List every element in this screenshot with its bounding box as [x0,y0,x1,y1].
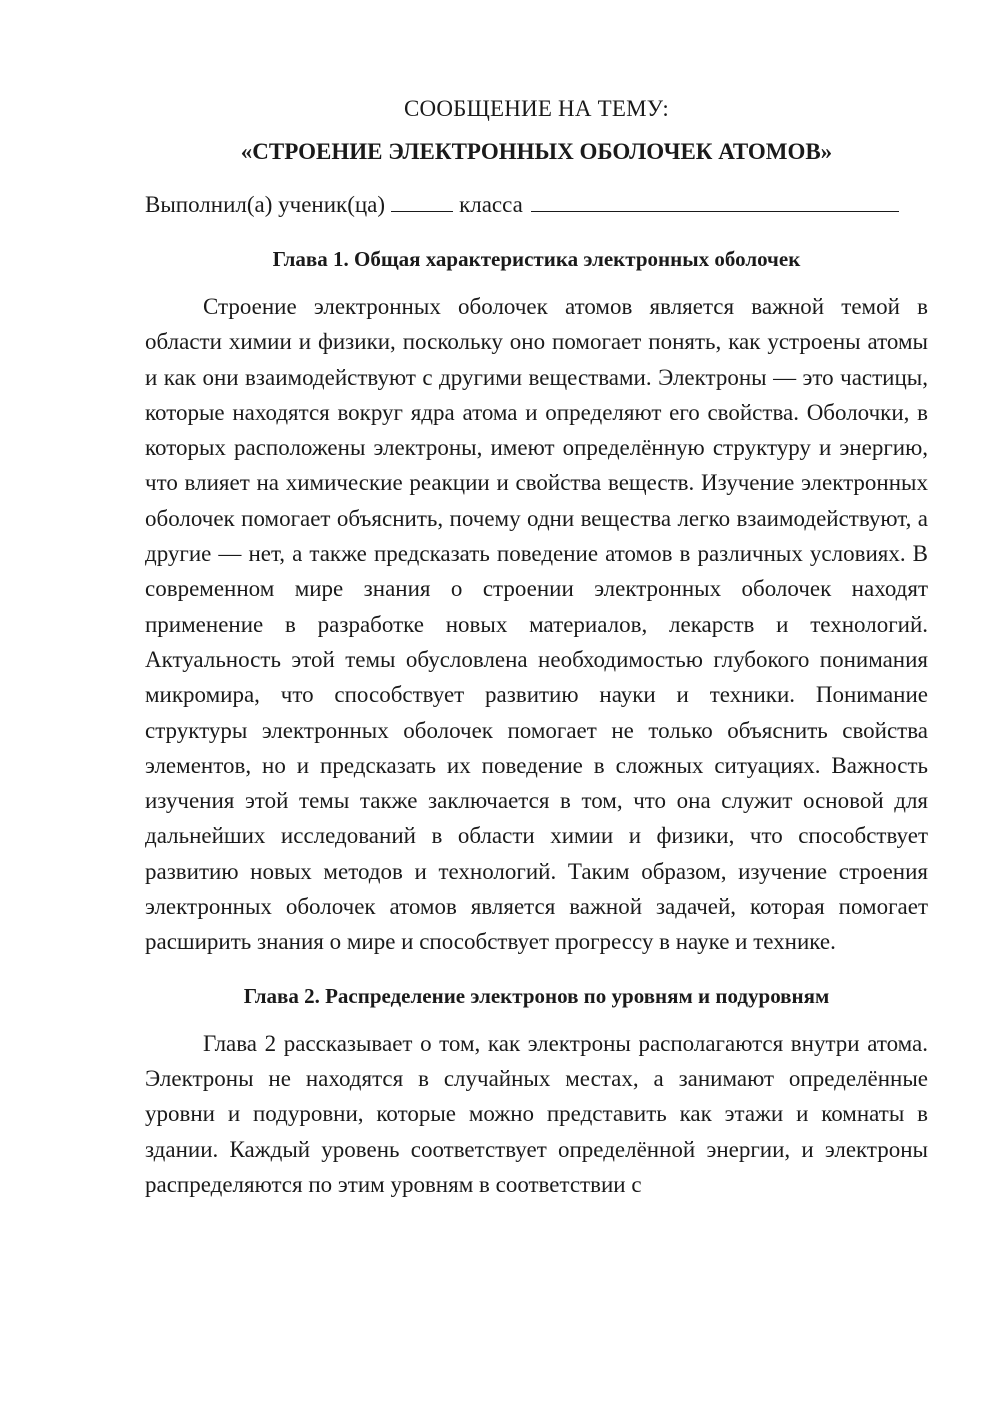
grade-blank [391,189,453,212]
chapter-1-paragraph: Строение электронных оболочек атомов является важной темой в области химии и физики, поскольку оно помогает понять, как устроены атомы и как они взаимодействуют с другими веществами. Электроны — это частицы, которые находятся вокруг ядра атома и определяют его свойства. Оболочки, в которых расположены электроны, имеют определённую структуру и энергию, что влияет на химические реакции и свойства веществ. Изучение электронных оболочек помогает объяснить, почему одни вещества легко взаимодействуют, а другие — нет, а также предсказать поведение атомов в различных условиях. В современном мире знания о строении электронных оболочек находят применение в разработке новых материалов, лекарств и технологий. Актуальность этой темы обусловлена необходимостью глубокого понимания микромира, что способствует развитию науки и техники. Понимание структуры электронных оболочек помогает не только объяснить свойства элементов, но и предсказать их поведение в сложных ситуациях. Важность изучения этой темы также заключается в том, что она служит основой для дальнейших исследований в области химии и физики, что способствует развитию новых методов и технологий. Таким образом, изучение строения электронных оболочек атомов является важной задачей, которая помогает расширить знания о мире и способствует прогрессу в науке и технике. [145,294,928,955]
document-topic-title: «СТРОЕНИЕ ЭЛЕКТРОННЫХ ОБОЛОЧЕК АТОМОВ» [240,139,833,164]
name-blank [531,189,899,212]
chapter-2-title: Глава 2. Распределение электронов по уровням и подуровням [243,983,830,1008]
author-prefix: Выполнил(а) ученик(ца) [145,192,386,217]
document-heading: СООБЩЕНИЕ НА ТЕМУ: [404,96,669,121]
chapter-1-title: Глава 1. Общая характеристика электронных оболочек [272,247,801,271]
document-page [145,92,928,1202]
chapter-2-paragraph: Глава 2 рассказывает о том, как электроны располагаются внутри атома. Электроны не находятся в случайных местах, а занимают определённые уровни и подуровни, которые можно представить как этажи и комнаты в здании. Каждый уровень соответствует определённой энергии, и электроны распределяются по этим уровням в соответствии с [145,1030,928,1197]
author-line [145,188,928,222]
author-class-label: класса [459,192,523,217]
